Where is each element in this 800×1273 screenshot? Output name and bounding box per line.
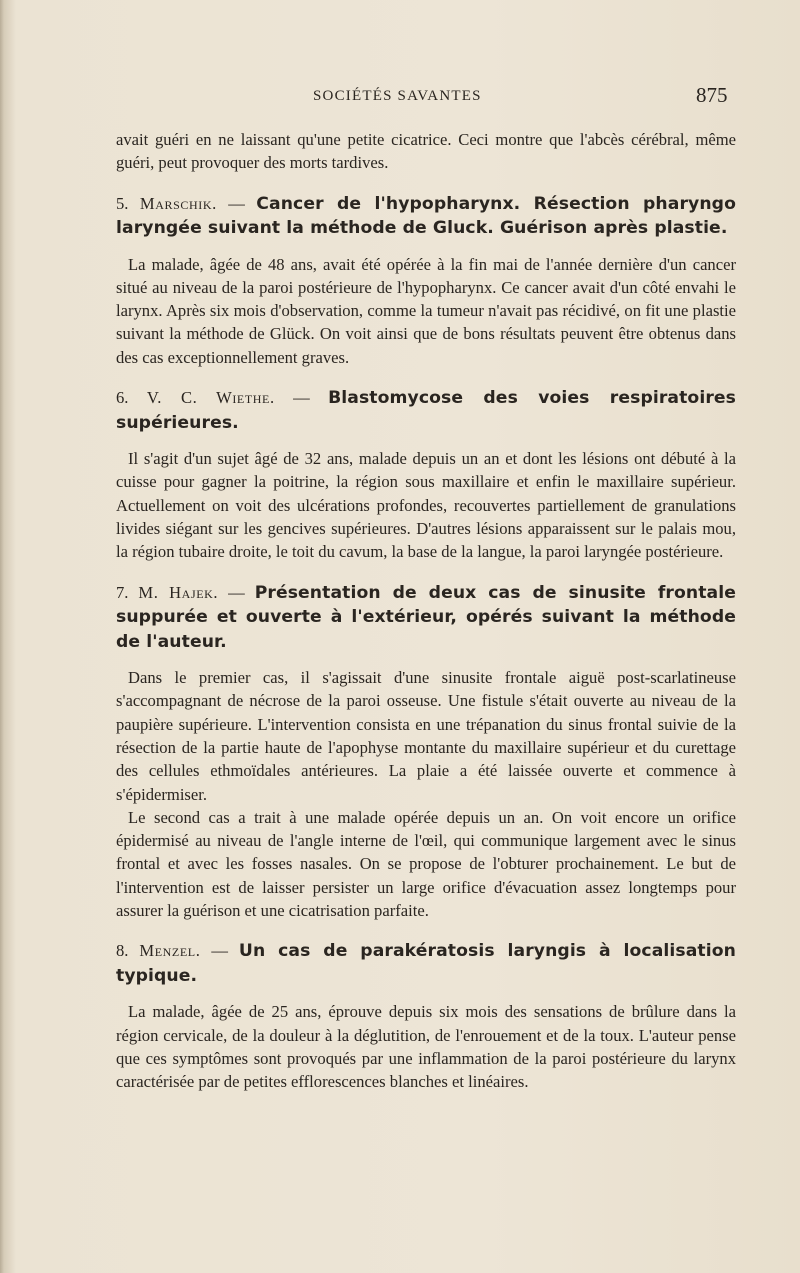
entry-5 xyxy=(116,192,736,369)
entry-dash: — xyxy=(274,388,329,408)
entry-paragraph: Il s'agit d'un sujet âgé de 32 ans, malade depuis un an et dont les lésions ont débuté à la cuisse pour gagner la poitrine, la région sous maxillaire et enfin le maxillaire supérieur. Actuellement on voit des ulcérations profondes, recouvertes partiellement de granulations livides siégant sur les gencives supérieures. D'autres lésions apparaissent sur le palais mou, la région tubaire droite, le toit du cavum, la base de la langue, la paroi laryngée postérieure. xyxy=(116,449,736,562)
entry-paragraph: Le second cas a trait à une malade opérée depuis un an. On voit encore un orifice épidermisé au niveau de l'angle interne de l'œil, qui communique largement avec le sinus frontal et avec les fosses nasales. On se propose de l'obturer prochainement. Le but de l'intervention est de laisser persister un large orifice d'évacuation assez longtemps pour assurer la guérison et une cicatrisation parfaite. xyxy=(116,807,736,921)
entry-dash: — xyxy=(200,941,239,961)
entry-number: 7. xyxy=(116,582,129,602)
entry-author: V. C. Wiethe. xyxy=(146,388,275,408)
entry-author: M. Hajek. xyxy=(138,582,219,602)
entry-6 xyxy=(116,386,736,563)
entry-title: Un cas de parakératosis laryngis à localisation typique. xyxy=(116,941,736,986)
entry-heading xyxy=(116,386,736,435)
entry-8 xyxy=(116,939,736,1093)
page-header xyxy=(0,83,800,112)
entry-title: Présentation de deux cas de sinusite frontale suppurée et ouverte à l'extérieur, opérés suivant la méthode de l'auteur. xyxy=(116,582,736,652)
entry-number: 8. xyxy=(116,941,129,961)
entry-paragraph: La malade, âgée de 25 ans, éprouve depuis six mois des sensations de brûlure dans la région cervicale, de la douleur à la déglutition, de l'enrouement et de la toux. L'auteur pense que ces symptômes sont provoqués par une inflammation de la paroi postérieure du larynx caractérisée par de petites efflorescences blanches et linéaires. xyxy=(116,1002,736,1092)
entry-author: Menzel. xyxy=(139,941,201,961)
entry-number: 6. xyxy=(116,388,129,408)
page-body xyxy=(116,128,736,1094)
running-head: SOCIÉTÉS SAVANTES xyxy=(313,88,482,104)
entry-title: Cancer de l'hypopharynx. Résection pharyngo laryngée suivant la méthode de Gluck. Guérison après plastie. xyxy=(116,193,736,239)
entry-author: Marschik. xyxy=(139,193,217,213)
intro-paragraph: avait guéri en ne laissant qu'une petite cicatrice. Ceci montre que l'abcès cérébral, même guéri, peut provoquer des morts tardives. xyxy=(116,130,736,173)
entry-title: Blastomycose des voies respiratoires supérieures. xyxy=(116,388,736,433)
page-number: 875 xyxy=(696,83,728,107)
entry-number: 5. xyxy=(116,193,129,213)
entry-dash: — xyxy=(218,582,255,602)
entry-dash: — xyxy=(216,193,257,213)
entry-heading xyxy=(116,192,736,241)
entry-7 xyxy=(116,581,736,923)
entry-paragraph: La malade, âgée de 48 ans, avait été opérée à la fin mai de l'année dernière d'un cancer situé au niveau de la paroi postérieure de l'hypopharynx. Ce cancer avait d'un côté envahi le larynx. Après six mois d'observation, comme la tumeur n'avait pas récidivé, on fit une plastie suivant la méthode de Glück. On voit ainsi que de bons résultats peuvent être obtenus dans des cas exceptionnellement graves. xyxy=(116,254,736,367)
entry-heading xyxy=(116,581,736,655)
entry-paragraph: Dans le premier cas, il s'agissait d'une sinusite frontale aiguë post-scarlatineuse s'accompagnant de nécrose de la paroi osseuse. Une fistule s'était ouverte au niveau de la paupière supérieure. L'intervention consista en une trépanation du sinus frontal suivie de la résection de la partie haute de l'apophyse montante du maxillaire supérieur et du curettage des cellules ethmoïdales antérieures. La plaie a été laissée ouverte et commence à s'épidermiser. xyxy=(116,668,736,804)
entry-heading xyxy=(116,939,736,988)
